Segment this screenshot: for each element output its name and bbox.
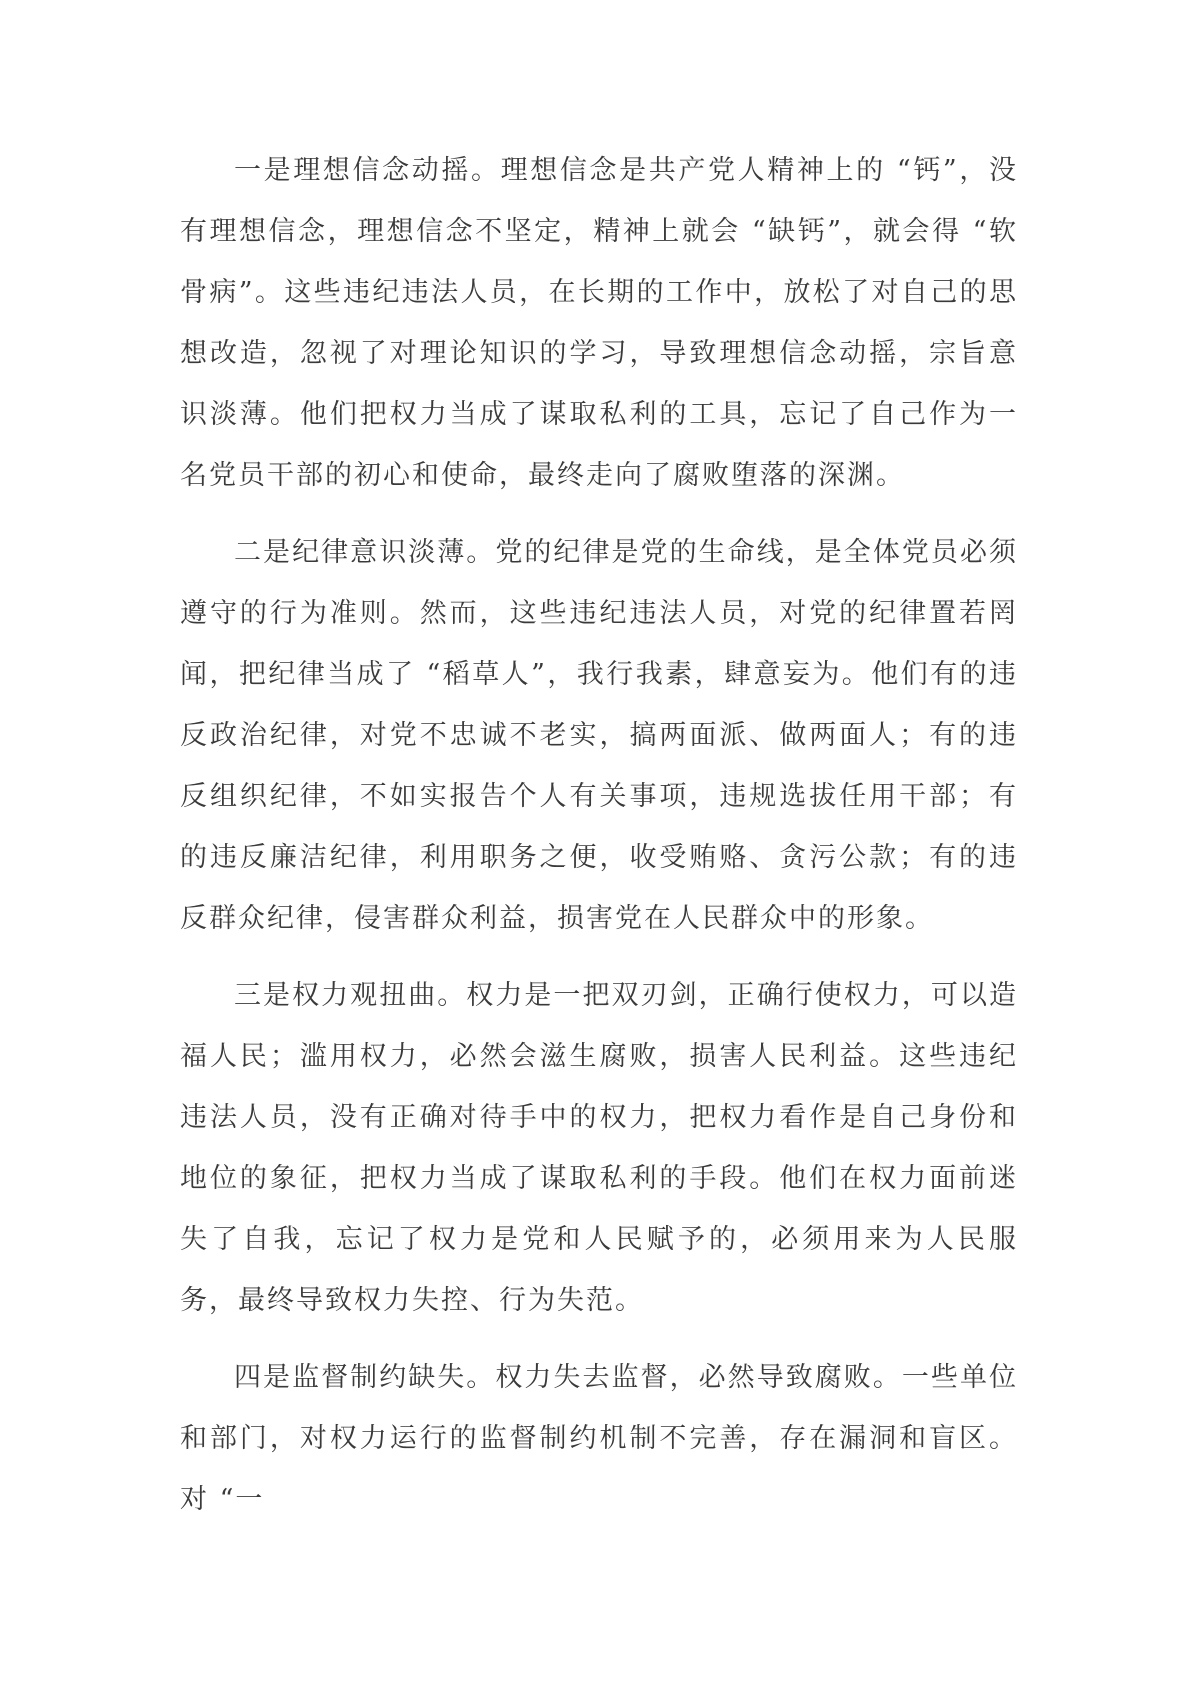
document-body	[180, 140, 1018, 1546]
paragraph-discipline: 二是纪律意识淡薄。党的纪律是党的生命线，是全体党员必须遵守的行为准则。然而，这些违纪违法人员，对党的纪律置若罔闻，把纪律当成了 “稻草人”，我行我素，肆意妄为。他们有的违反政治纪律，对党不忠诚不老实，搞两面派、做两面人；有的违反组织纪律，不如实报告个人有关事项，违规选拔任用干部；有的违反廉洁纪律，利用职务之便，收受贿赂、贪污公款；有的违反群众纪律，侵害群众利益，损害党在人民群众中的形象。	[180, 537, 1018, 934]
paragraph-ideals: 一是理想信念动摇。理想信念是共产党人精神上的 “钙”，没有理想信念，理想信念不坚定，精神上就会 “缺钙”，就会得 “软骨病”。这些违纪违法人员，在长期的工作中，放松了对自己的思想改造，忽视了对理论知识的学习，导致理想信念动摇，宗旨意识淡薄。他们把权力当成了谋取私利的工具，忘记了自己作为一名党员干部的初心和使命，最终走向了腐败堕落的深渊。	[180, 155, 1018, 491]
paragraph-supervision: 四是监督制约缺失。权力失去监督，必然导致腐败。一些单位和部门，对权力运行的监督制约机制不完善，存在漏洞和盲区。对 “一	[180, 1362, 1018, 1515]
paragraph-power: 三是权力观扭曲。权力是一把双刃剑，正确行使权力，可以造福人民；滥用权力，必然会滋生腐败，损害人民利益。这些违纪违法人员，没有正确对待手中的权力，把权力看作是自己身份和地位的象征，把权力当成了谋取私利的手段。他们在权力面前迷失了自我，忘记了权力是党和人民赋予的，必须用来为人民服务，最终导致权力失控、行为失范。	[180, 980, 1018, 1316]
